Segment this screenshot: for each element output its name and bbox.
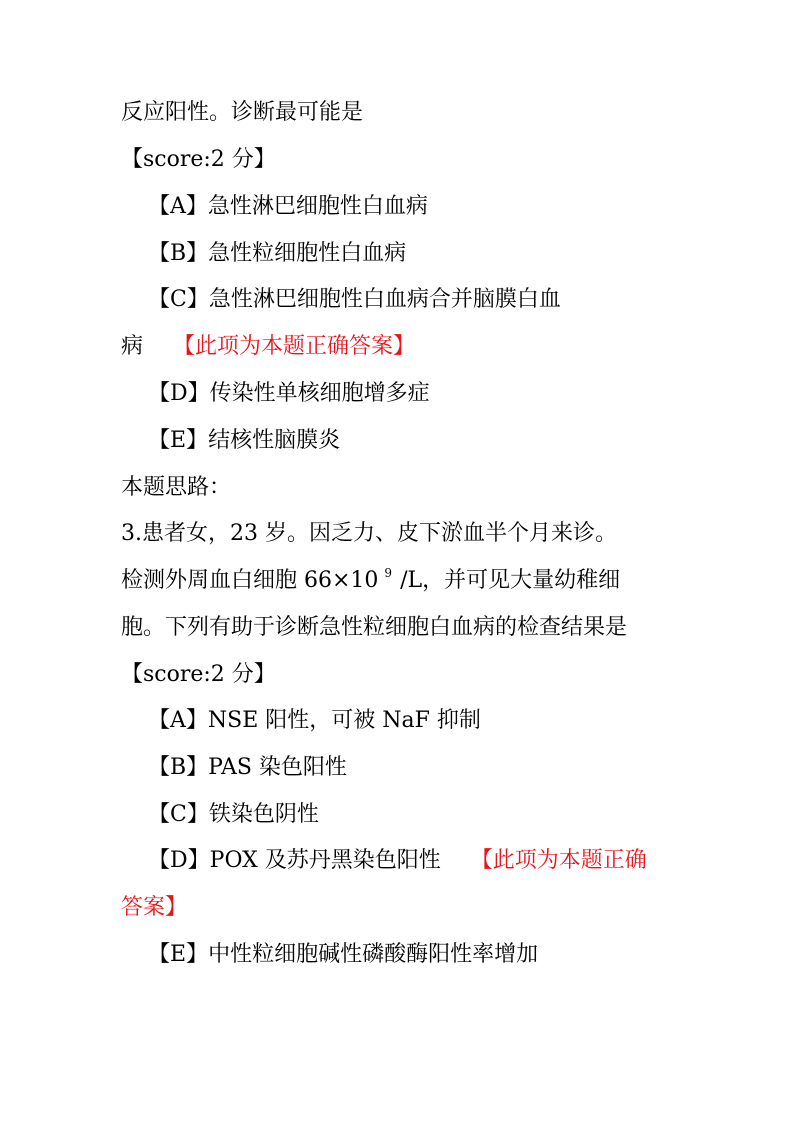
q3-stem-line-2 xyxy=(121,567,620,597)
stem-part: 检测外周血白细胞 66×10 xyxy=(121,568,379,593)
q2-option-d xyxy=(148,380,430,408)
q2-option-a xyxy=(148,193,428,221)
q2-score: 【score:2 分】 xyxy=(121,147,276,172)
q3-option-e xyxy=(148,941,538,969)
option-label: 【B】 xyxy=(148,755,209,780)
superscript: 9 xyxy=(384,566,393,580)
option-text: 铁染色阴性 xyxy=(208,802,319,827)
option-label: 【D】 xyxy=(148,848,210,873)
q2-stem-tail: 反应阳性。诊断最可能是 xyxy=(121,100,364,125)
q2-option-e xyxy=(148,427,340,455)
option-label: 【D】 xyxy=(148,381,210,406)
q3-option-b xyxy=(148,754,347,782)
correct-answer-mark: 【此项为本题正确答案】 xyxy=(173,334,416,359)
option-text: 急性淋巴细胞性白血病 xyxy=(207,194,428,219)
q3-option-c xyxy=(148,801,319,829)
q3-option-d xyxy=(148,847,647,875)
option-text: 急性淋巴细胞性白血病合并脑膜白血 xyxy=(208,287,561,312)
option-text: 中性粒细胞碱性磷酸酶阳性率增加 xyxy=(208,942,539,967)
option-label: 【C】 xyxy=(148,802,209,827)
q2-option-c xyxy=(148,286,561,314)
q3-stem-line-1: 3.患者女，23 岁。因乏力、皮下淤血半个月来诊。 xyxy=(121,521,617,546)
option-text: PAS 染色阳性 xyxy=(208,755,347,780)
option-text: NSE 阳性，可被 NaF 抑制 xyxy=(207,708,481,733)
correct-answer-mark: 【此项为本题正确 xyxy=(470,848,647,873)
stem-part: /L，并可见大量幼稚细 xyxy=(400,568,621,593)
option-label: 【C】 xyxy=(148,287,209,312)
option-label: 【E】 xyxy=(148,428,209,453)
option-label: 【E】 xyxy=(148,942,209,967)
option-label: 【A】 xyxy=(148,194,208,219)
option-text: 结核性脑膜炎 xyxy=(208,428,341,453)
option-text-cont: 病 xyxy=(121,334,144,359)
q3-score: 【score:2 分】 xyxy=(121,662,276,687)
q3-correct-mark-continued: 答案】 xyxy=(121,895,188,920)
option-text: POX 及苏丹黑染色阳性 xyxy=(209,848,441,873)
q3-option-a xyxy=(148,707,481,735)
option-text: 急性粒细胞性白血病 xyxy=(208,241,407,266)
q2-analysis-label: 本题思路： xyxy=(121,475,232,500)
option-label: 【A】 xyxy=(148,708,208,733)
q3-stem-line-3: 胞。下列有助于诊断急性粒细胞白血病的检查结果是 xyxy=(121,615,628,640)
q2-option-c-continued xyxy=(121,333,415,361)
option-text: 传染性单核细胞增多症 xyxy=(209,381,430,406)
q2-option-b xyxy=(148,240,406,268)
option-label: 【B】 xyxy=(148,241,209,266)
